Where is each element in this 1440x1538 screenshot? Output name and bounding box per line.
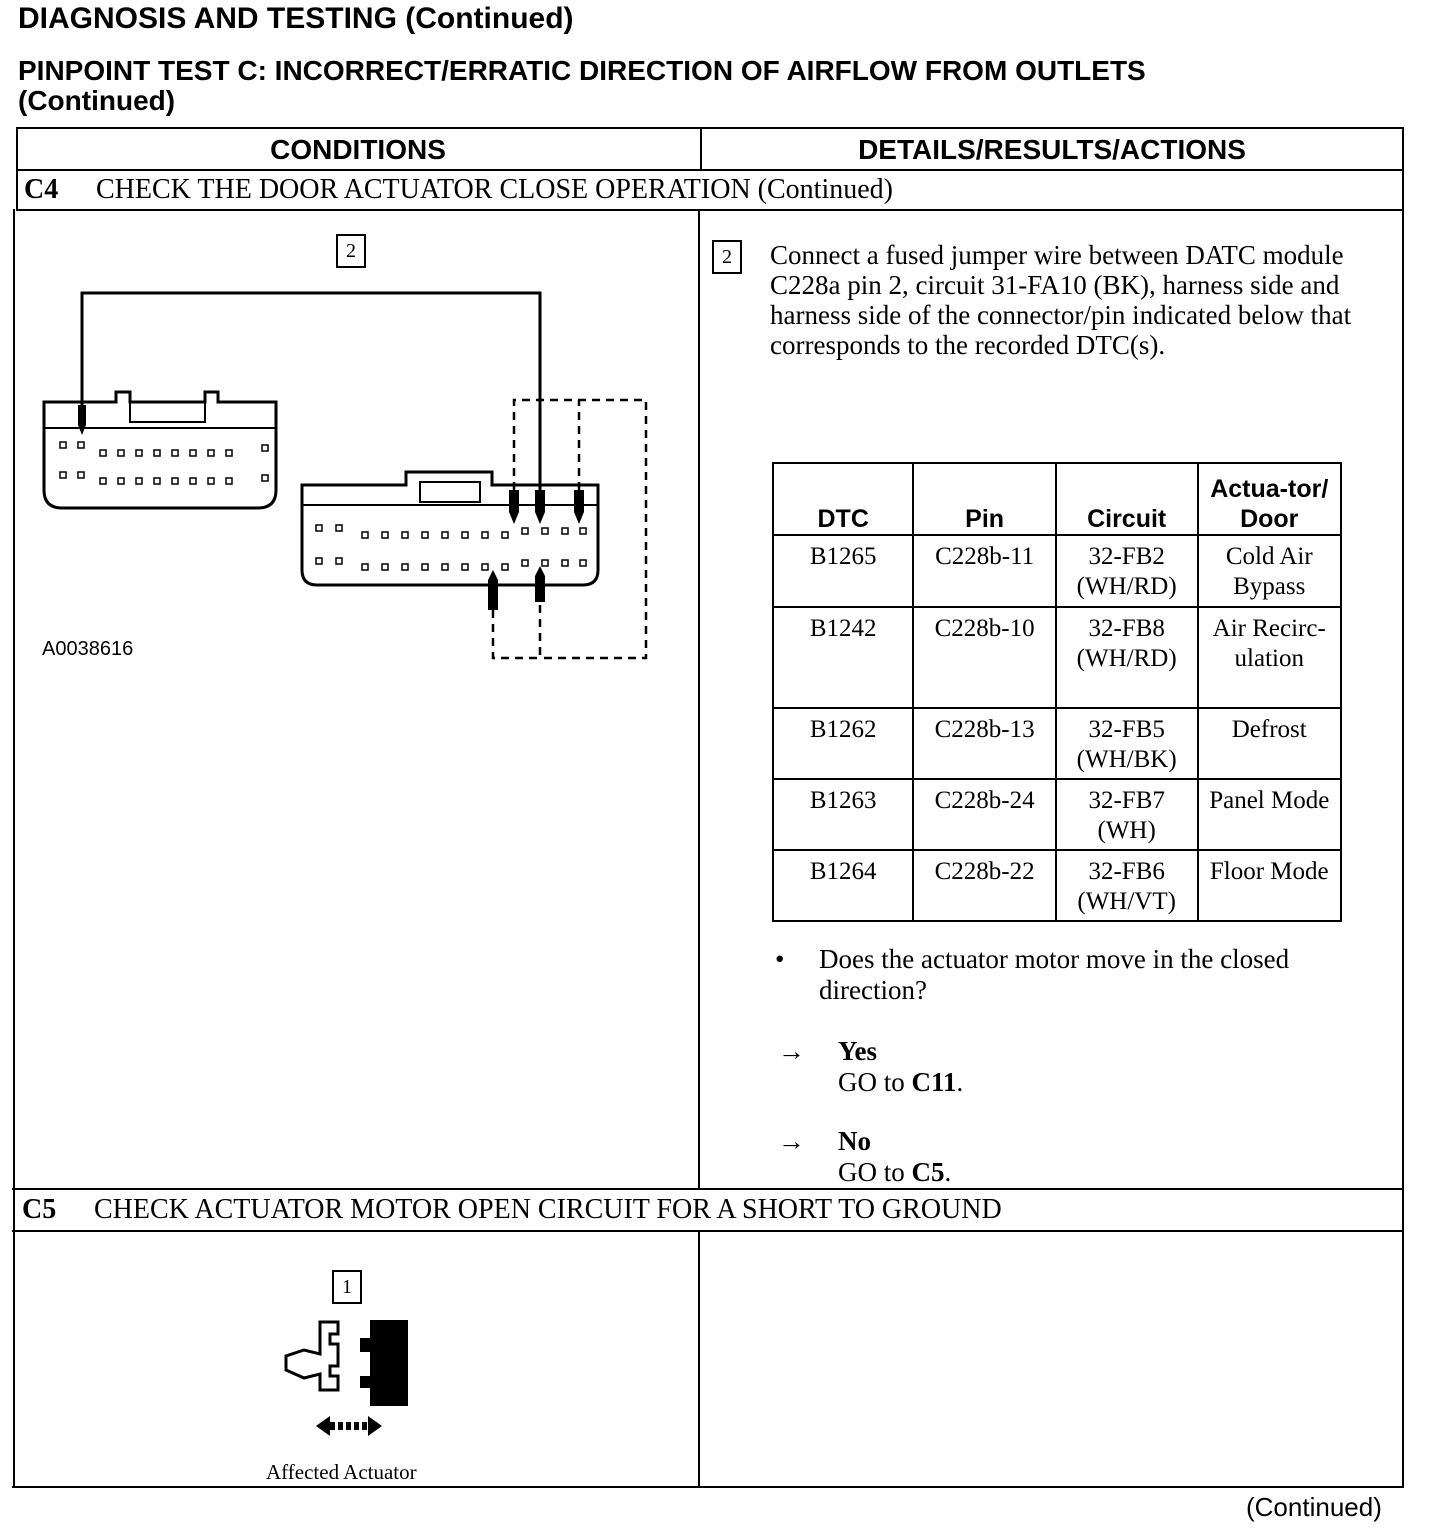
- answer-no-action: [838, 1157, 951, 1188]
- answer-yes-go: GO to: [838, 1067, 912, 1097]
- c4-step-title-text: CHECK THE DOOR ACTUATOR CLOSE OPERATION (Continued): [96, 174, 893, 205]
- pin-cell: C228b-13: [913, 708, 1055, 779]
- answer-yes-label: Yes: [838, 1036, 877, 1066]
- dtc-table: [772, 462, 1342, 922]
- answer-no-target: C5: [911, 1157, 945, 1187]
- dtc-header-door: Actua-tor/ Door: [1198, 463, 1342, 535]
- pin-cell: C228b-22: [913, 850, 1055, 921]
- answer-no-label: No: [838, 1126, 871, 1156]
- c4-step-id: C4: [24, 174, 59, 205]
- door-cell: Cold Air Bypass: [1198, 535, 1342, 607]
- pin-cell: C228b-24: [913, 779, 1055, 850]
- answer-no-go: GO to: [838, 1157, 912, 1187]
- c5-title-divider: [12, 1230, 1404, 1232]
- door-cell: Air Recirc-ulation: [1198, 607, 1342, 708]
- dtc-header-pin: Pin: [913, 463, 1055, 535]
- c4-instruction: Connect a fused jumper wire between DATC module C228a pin 2, circuit 31-FA10 (BK), harness side and harness side of the connector/pin indicated below that corresponds to the recorded DTC(s).: [770, 240, 1352, 360]
- pinpoint-test-title-line2: (Continued): [18, 85, 176, 116]
- table-top-border: [16, 127, 1404, 129]
- table-row: [773, 779, 1341, 850]
- connector-half-left: [286, 1322, 338, 1390]
- answer-yes-action: [838, 1067, 963, 1098]
- connector-c228a: [44, 392, 276, 508]
- pinpoint-test-title-line1: PINPOINT TEST C: INCORRECT/ERRATIC DIRECTION OF AIRFLOW FROM OUTLETS: [18, 55, 1146, 86]
- table-row: [773, 850, 1341, 921]
- c5-step-title-text: CHECK ACTUATOR MOTOR OPEN CIRCUIT FOR A SHORT TO GROUND: [94, 1194, 1002, 1225]
- table-row: [773, 607, 1341, 708]
- table-right-border: [1402, 127, 1404, 1488]
- jumper-wire: [82, 293, 540, 490]
- dtc-cell: B1262: [773, 708, 913, 779]
- arrow-icon: →: [778, 1126, 805, 1156]
- column-header-conditions: CONDITIONS: [270, 134, 446, 165]
- pin-cell: C228b-10: [913, 607, 1055, 708]
- column-divider-c5: [698, 1230, 700, 1488]
- door-cell: Floor Mode: [1198, 850, 1342, 921]
- answer-no-end: .: [944, 1157, 952, 1187]
- table-header-divider: [16, 169, 1404, 171]
- bullet: •: [775, 944, 785, 974]
- c4-step-box: 2: [712, 240, 742, 274]
- door-cell: Panel Mode: [1198, 779, 1342, 850]
- circuit-cell: 32-FB7 (WH): [1056, 779, 1198, 850]
- dtc-table-header-row: [773, 463, 1341, 535]
- answer-yes-target: C11: [911, 1067, 957, 1097]
- connector-c228b: [302, 472, 598, 610]
- pinpoint-test-title: [18, 56, 1318, 116]
- circuit-cell: 32-FB6 (WH/VT): [1056, 850, 1198, 921]
- table-left-border-lower: [13, 209, 15, 1488]
- dtc-header-dtc: DTC: [773, 463, 913, 535]
- page-title: DIAGNOSIS AND TESTING (Continued): [18, 2, 574, 35]
- actuator-connector-diagram: [280, 1316, 420, 1446]
- continued-label: (Continued): [1246, 1492, 1382, 1522]
- c5-step-title: [22, 1194, 1002, 1226]
- column-divider-c4: [698, 209, 700, 1190]
- table-bottom-border: [12, 1486, 1404, 1488]
- arrow-icon: →: [778, 1036, 805, 1066]
- c4-title-divider: [16, 209, 1404, 211]
- column-header-details: DETAILS/RESULTS/ACTIONS: [858, 134, 1246, 165]
- c5-figure-step-box: 1: [332, 1270, 362, 1304]
- connector-diagram: [30, 280, 660, 670]
- door-cell: Defrost: [1198, 708, 1342, 779]
- c4-question-text: Does the actuator motor move in the closed direction?: [819, 944, 1290, 1005]
- c4-step-title: [24, 174, 893, 206]
- table-row: [773, 535, 1341, 607]
- dtc-header-circuit: Circuit: [1056, 463, 1198, 535]
- dtc-cell: B1264: [773, 850, 913, 921]
- answer-yes-end: .: [956, 1067, 964, 1097]
- dtc-cell: B1265: [773, 535, 913, 607]
- circuit-cell: 32-FB5 (WH/BK): [1056, 708, 1198, 779]
- figure-caption: Affected Actuator: [266, 1460, 417, 1484]
- c4-figure-step-box: 2: [336, 234, 366, 268]
- table-row: [773, 708, 1341, 779]
- dtc-cell: B1242: [773, 607, 913, 708]
- pin-cell: C228b-11: [913, 535, 1055, 607]
- dashed-leads: [493, 400, 646, 658]
- connector-half-right: [360, 1320, 408, 1406]
- circuit-cell: 32-FB8 (WH/RD): [1056, 607, 1198, 708]
- c5-step-id: C5: [22, 1194, 57, 1225]
- dtc-cell: B1263: [773, 779, 913, 850]
- c5-top-divider: [12, 1188, 1404, 1190]
- double-arrow-icon: [316, 1416, 382, 1436]
- figure-id: A0038616: [42, 638, 134, 660]
- circuit-cell: 32-FB2 (WH/RD): [1056, 535, 1198, 607]
